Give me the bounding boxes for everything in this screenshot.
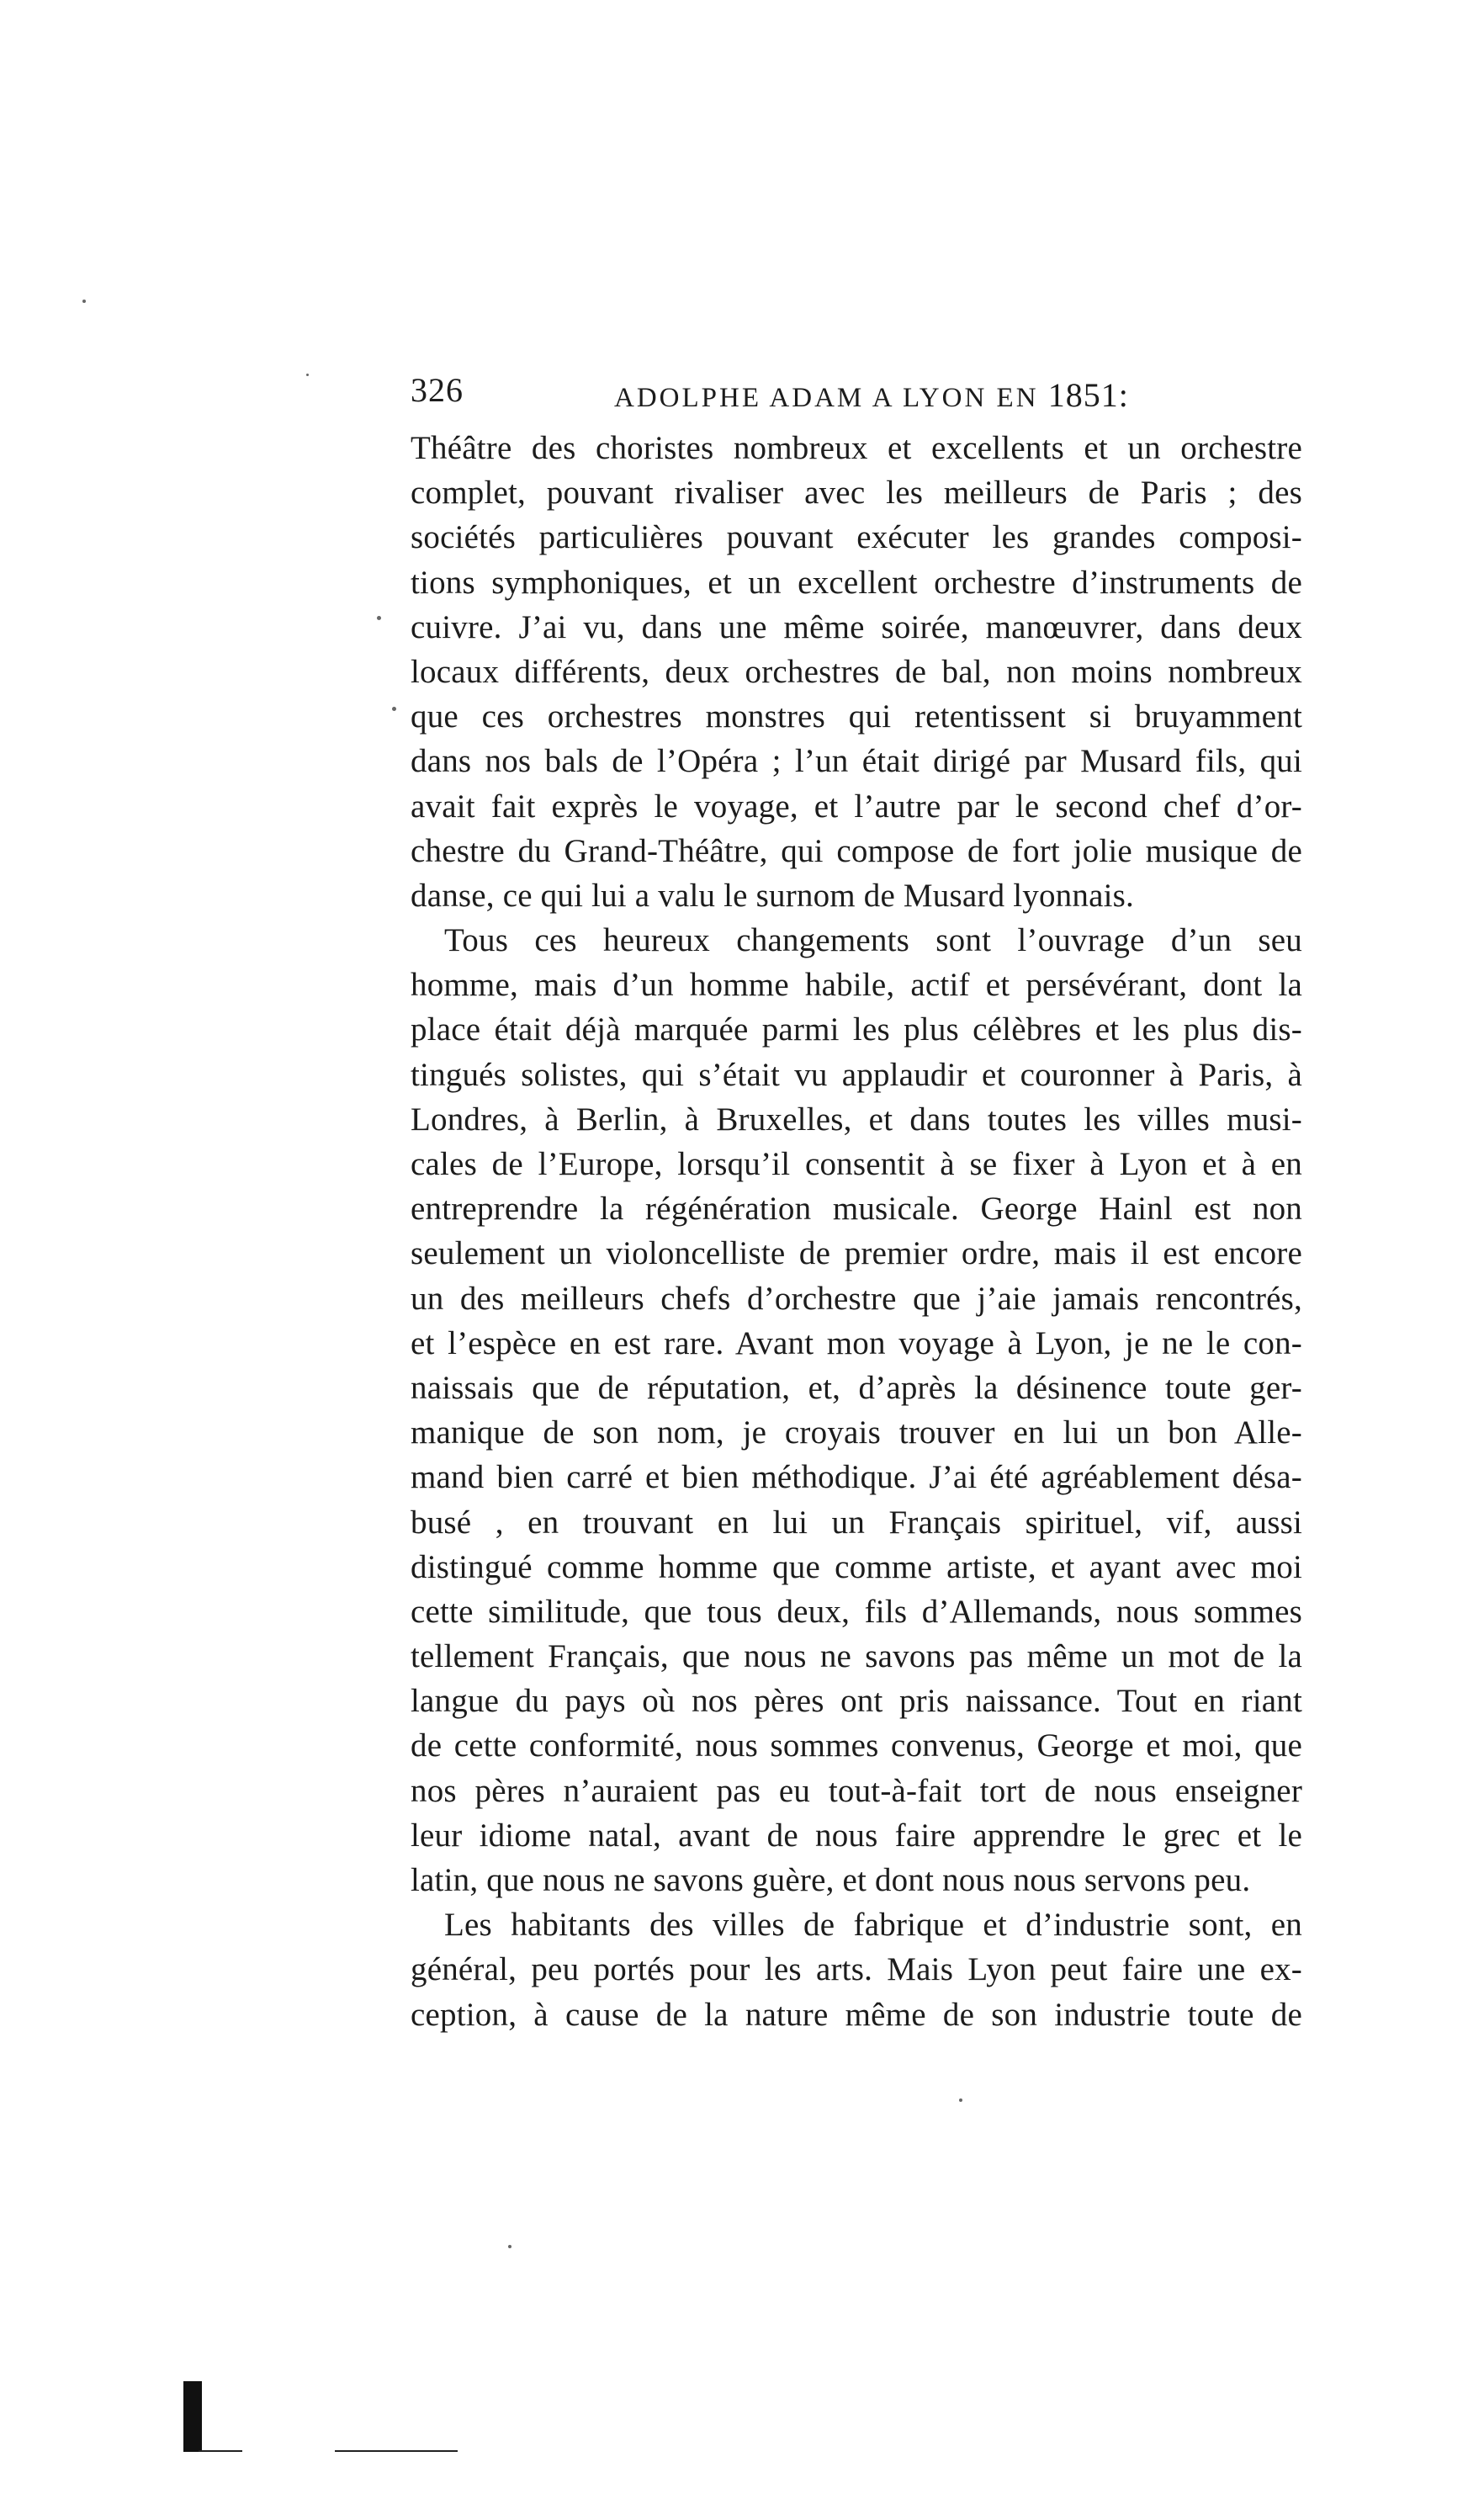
text-line: cuivre. J’ai vu, dans une même soirée, manœuvrer, dans deux	[411, 608, 1302, 645]
speck	[82, 300, 86, 303]
text-line: tellement Français, que nous ne savons pas même un mot de la	[411, 1638, 1302, 1675]
text-line: Londres, à Berlin, à Bruxelles, et dans toutes les villes musi-	[411, 1101, 1302, 1138]
text-line: mand bien carré et bien méthodique. J’ai été agréablement désa-	[411, 1459, 1302, 1496]
text-line: tions symphoniques, et un excellent orchestre d’instruments de	[411, 564, 1302, 601]
text-line: cette similitude, que tous deux, fils d’Allemands, nous sommes	[411, 1593, 1302, 1630]
scan-edge-rule	[199, 2450, 242, 2452]
scan-edge-mark	[183, 2381, 202, 2452]
text-line: complet, pouvant rivaliser avec les meilleurs de Paris ; des	[411, 475, 1302, 512]
text-line: naissais que de réputation, et, d’après la désinence toute ger-	[411, 1369, 1302, 1406]
text-line: ception, à cause de la nature même de son industrie toute de	[411, 1996, 1302, 2033]
text-line: Théâtre des choristes nombreux et excellents et un orchestre	[411, 430, 1302, 466]
text-line: locaux différents, deux orchestres de bal, non moins nombreux	[411, 653, 1302, 690]
text-line: distingué comme homme que comme artiste, et ayant avec moi	[411, 1548, 1302, 1585]
text-line: tingués solistes, qui s’était vu applaudir et couronner à Paris, à	[411, 1056, 1302, 1093]
text-line: entreprendre la régénération musicale. George Hainl est non	[411, 1191, 1302, 1228]
text-line: dans nos bals de l’Opéra ; l’un était dirigé par Musard fils, qui	[411, 743, 1302, 780]
text-line: que ces orchestres monstres qui retentissent si bruyamment	[411, 698, 1302, 735]
speck	[377, 616, 381, 620]
text-line: cales de l’Europe, lorsqu’il consentit à se fixer à Lyon et à en	[411, 1146, 1302, 1182]
text-line: un des meilleurs chefs d’orchestre que j’aie jamais rencontrés,	[411, 1280, 1302, 1317]
text-line: nos pères n’auraient pas eu tout-à-fait tort de nous enseigner	[411, 1772, 1302, 1809]
text-line: Les habitants des villes de fabrique et d’industrie sont, en	[444, 1907, 1302, 1944]
text-line: de cette conformité, nous sommes convenus, George et moi, que	[411, 1727, 1302, 1764]
running-title-year: 1851:	[1047, 376, 1129, 414]
text-line: langue du pays où nos pères ont pris naissance. Tout en riant	[411, 1683, 1302, 1720]
text-line: Tous ces heureux changements sont l’ouvrage d’un seu	[444, 922, 1302, 959]
running-title-text: ADOLPHE ADAM A LYON EN	[614, 383, 1039, 413]
scan-edge-rule	[335, 2450, 458, 2452]
text-line: busé , en trouvant en lui un Français spirituel, vif, aussi	[411, 1504, 1302, 1541]
text-line: manique de son nom, je croyais trouver en lui un bon Alle-	[411, 1414, 1302, 1451]
text-line: seulement un violoncelliste de premier ordre, mais il est encore	[411, 1235, 1302, 1272]
text-line: chestre du Grand-Théâtre, qui compose de fort jolie musique de	[411, 832, 1302, 869]
text-line: place était déjà marquée parmi les plus célèbres et les plus dis-	[411, 1011, 1302, 1048]
speck	[959, 2098, 962, 2102]
text-line: général, peu portés pour les arts. Mais Lyon peut faire une ex-	[411, 1951, 1302, 1988]
text-line: latin, que nous ne savons guère, et dont nous nous servons peu.	[411, 1862, 1251, 1898]
text-line: et l’espèce en est rare. Avant mon voyage à Lyon, je ne le con-	[411, 1324, 1302, 1361]
running-title	[614, 375, 1129, 415]
speck	[508, 2245, 511, 2248]
text-line: danse, ce qui lui a valu le surnom de Musard lyonnais.	[411, 877, 1134, 914]
body-text	[411, 426, 1302, 2037]
running-header	[411, 370, 1302, 421]
speck	[392, 707, 396, 711]
speck	[306, 374, 309, 376]
text-line: sociétés particulières pouvant exécuter les grandes composi-	[411, 519, 1302, 556]
text-line: avait fait exprès le voyage, et l’autre par le second chef d’or-	[411, 788, 1302, 825]
text-line: leur idiome natal, avant de nous faire apprendre le grec et le	[411, 1817, 1302, 1854]
text-line: homme, mais d’un homme habile, actif et persévérant, dont la	[411, 967, 1302, 1004]
page-number: 326	[411, 371, 464, 409]
